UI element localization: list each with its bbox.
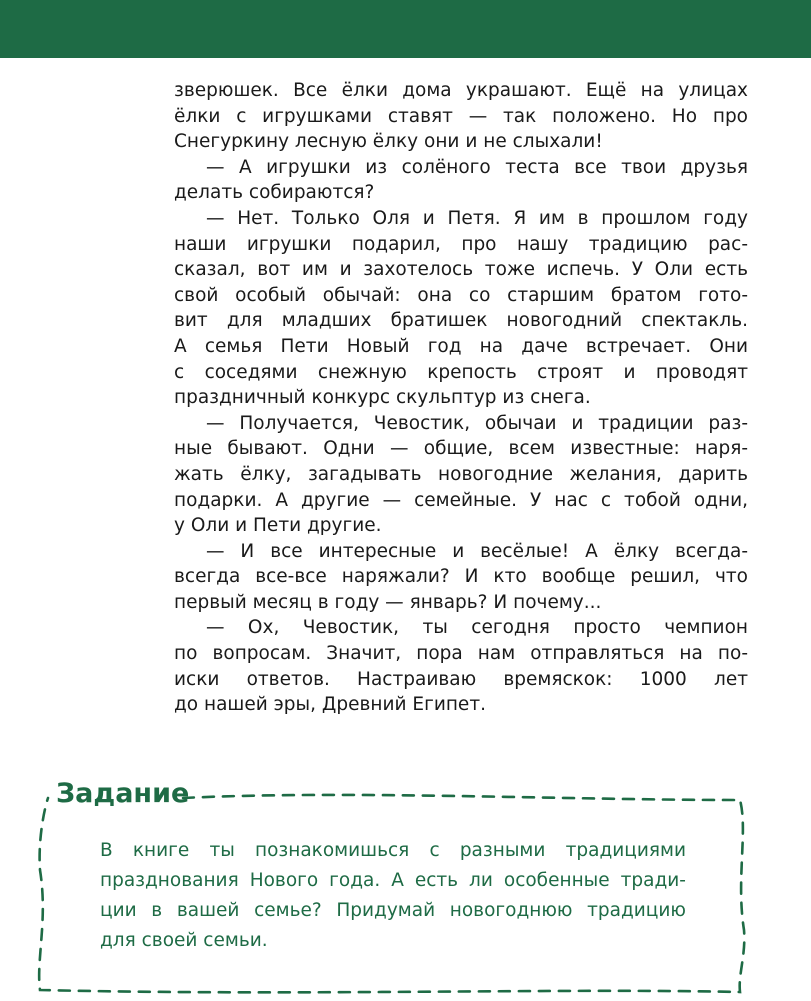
task-line: В книге ты познакомишься с разными традициями — [100, 840, 686, 861]
story-line: жать ёлку, загадывать новогодние желания, дарить — [174, 463, 748, 485]
story-line: зверюшек. Все ёлки дома украшают. Ещё на улицах — [174, 80, 748, 101]
story-line: сказал, вот им и захотелось тоже испечь. У Оли есть — [174, 259, 748, 281]
story-line: — И все интересные и весёлые! А ёлку всегда- — [206, 540, 748, 562]
task-line: празднования Нового года. А есть ли особенные тради- — [100, 870, 686, 891]
story-line: вит для младших братишек новогодний спектакль. — [174, 310, 748, 332]
story-line: ные бывают. Одни — общие, всем известные: наря- — [174, 438, 748, 460]
task-text — [100, 836, 686, 956]
story-line: А семья Пети Новый год на даче встречает. Они — [174, 335, 748, 357]
story-line: иски ответов. Настраиваю времяскок: 1000 лет — [174, 668, 748, 690]
story-line: праздничный конкурс скульптур из снега. — [174, 387, 591, 409]
task-title: Задание — [56, 778, 190, 809]
story-line: всегда все-все наряжали? И кто вообще решил, что — [174, 566, 748, 588]
story-line: Снегуркину лесную ёлку они и не слыхали! — [174, 131, 603, 153]
task-line: для своей семьи. — [100, 930, 268, 951]
story-line: — Ох, Чевостик, ты сегодня просто чемпион — [206, 617, 748, 639]
task-line: ции в вашей семье? Придумай новогоднюю традицию — [100, 900, 686, 921]
story-line: свой особый обычай: она со старшим братом гото- — [174, 284, 748, 306]
story-line: — А игрушки из солёного теста все твои друзья — [206, 156, 748, 178]
story-line: до нашей эры, Древний Египет. — [174, 694, 486, 716]
story-text — [174, 78, 748, 718]
story-line: с соседями снежную крепость строят и проводят — [174, 361, 748, 383]
story-line: делать собираются? — [174, 182, 375, 204]
story-line: по вопросам. Значит, пора нам отправляться на по- — [174, 643, 748, 665]
story-line: — Нет. Только Оля и Петя. Я им в прошлом году — [206, 207, 748, 229]
story-line: у Оли и Пети другие. — [174, 515, 382, 537]
story-line: ёлки с игрушками ставят — так положено. Но про — [174, 105, 748, 127]
story-line: подарки. А другие — семейные. У нас с тобой одни, — [174, 489, 748, 511]
header-band — [0, 0, 811, 58]
story-line: первый месяц в году — январь? И почему... — [174, 591, 602, 613]
story-line: наши игрушки подарил, про нашу традицию рас- — [174, 233, 748, 255]
story-line: — Получается, Чевостик, обычаи и традиции раз- — [206, 412, 748, 434]
